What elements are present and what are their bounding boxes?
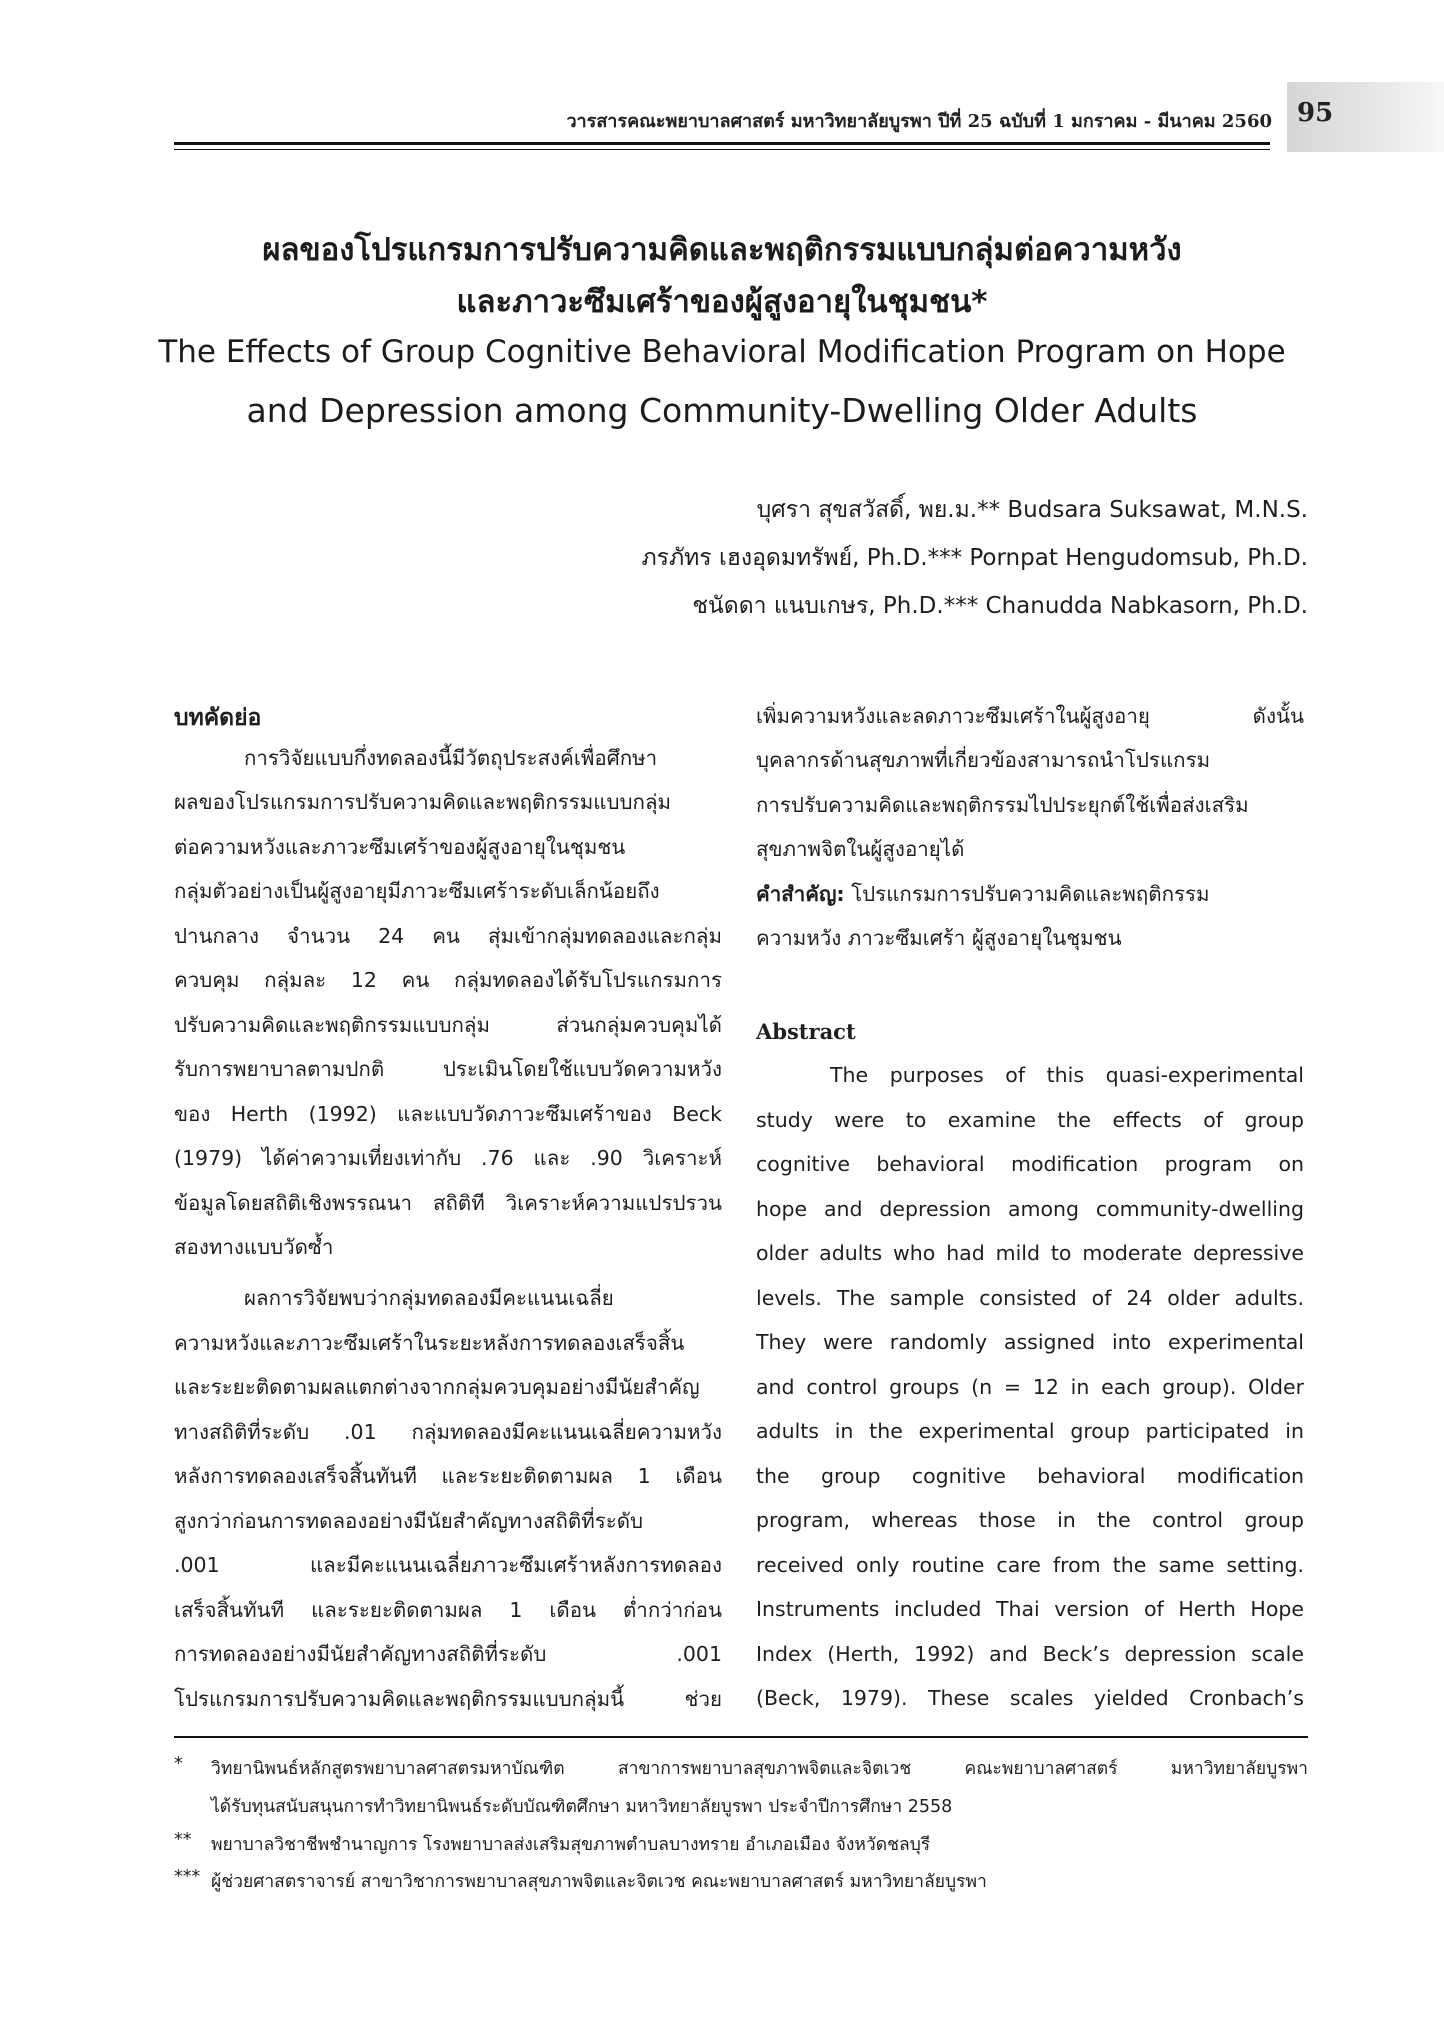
footnote-mark: ** <box>174 1830 192 1850</box>
abstract-en-line: They were randomly assigned into experimental <box>756 1330 1304 1354</box>
abstract-th-p2-line: และระยะติดตามผลแตกต่างจากกลุ่มควบคุมอย่างมีนัยสำคัญ <box>174 1375 700 1399</box>
abstract-th-p1-line: ปรับความคิดและพฤติกรรมแบบกลุ่ม ส่วนกลุ่มควบคุมได้ <box>174 1013 722 1037</box>
abstract-en-line: study were to examine the effects of group <box>756 1108 1304 1132</box>
title-thai-line-2: และภาวะซึมเศร้าของผู้สูงอายุในชุมชน* <box>456 284 988 320</box>
keywords-label: คำสำคัญ: <box>756 882 845 906</box>
abstract-en-line: hope and depression among community-dwelling <box>756 1197 1304 1221</box>
abstract-th-cont-line: สุขภาพจิตในผู้สูงอายุได้ <box>756 837 965 861</box>
header-rule-thick <box>174 142 1270 145</box>
title-english-line-2: and Depression among Community-Dwelling Older Adults <box>246 391 1198 430</box>
keywords-thai-line-2: ความหวัง ภาวะซึมเศร้า ผู้สูงอายุในชุมชน <box>756 926 1122 950</box>
footnote-text: วิทยานิพนธ์หลักสูตรพยาบาลศาสตรมหาบัณฑิต สาขาการพยาบาลสุขภาพจิตและจิตเวช คณะพยาบาลศาสตร์ มหาวิทยาลัยบูรพา <box>211 1759 1308 1779</box>
abstract-th-p1-line: (1979) ได้ค่าความเที่ยงเท่ากับ .76 และ .90 วิเคราะห์ <box>174 1146 722 1170</box>
abstract-th-p2-line: การทดลองอย่างมีนัยสำคัญทางสถิติที่ระดับ .001 <box>174 1642 722 1666</box>
page-number: 95 <box>1297 98 1334 128</box>
abstract-th-p1-line: ของ Herth (1992) และแบบวัดภาวะซึมเศร้าของ Beck <box>174 1102 722 1126</box>
abstract-en-line: (Beck, 1979). These scales yielded Cronbach’s <box>756 1686 1304 1710</box>
author-3: ชนัดดา แนบเกษร, Ph.D.*** Chanudda Nabkasorn, Ph.D. <box>692 593 1308 619</box>
footnote-text: ได้รับทุนสนับสนุนการทำวิทยานิพนธ์ระดับบัณฑิตศึกษา มหาวิทยาลัยบูรพา ประจำปีการศึกษา 2558 <box>211 1797 953 1817</box>
abstract-th-p2-line: ทางสถิติที่ระดับ .01 กลุ่มทดลองมีคะแนนเฉลี่ยความหวัง <box>174 1420 722 1444</box>
keywords-thai <box>756 878 1304 910</box>
abstract-th-p1-line: รับการพยาบาลตามปกติ ประเมินโดยใช้แบบวัดความหวัง <box>174 1057 722 1081</box>
thai-abstract-heading: บทคัดย่อ <box>174 705 262 731</box>
header-rule-thin <box>174 149 1270 150</box>
abstract-en-line: received only routine care from the same setting. <box>756 1553 1304 1577</box>
abstract-heading: Abstract <box>756 1019 856 1044</box>
abstract-en-line: Index (Herth, 1992) and Beck’s depression scale <box>756 1642 1304 1666</box>
title-english-line-1: The Effects of Group Cognitive Behavioral Modification Program on Hope <box>158 334 1286 370</box>
abstract-th-p2-line: เสร็จสิ้นทันที และระยะติดตามผล 1 เดือน ต่ำกว่าก่อน <box>174 1598 722 1622</box>
abstract-th-p2-line: หลังการทดลองเสร็จสิ้นทันที และระยะติดตามผล 1 เดือน <box>174 1464 722 1488</box>
abstract-en-line: adults in the experimental group participated in <box>756 1419 1304 1443</box>
journal-header: วารสารคณะพยาบาลศาสตร์ มหาวิทยาลัยบูรพา ปีที่ 25 ฉบับที่ 1 มกราคม - มีนาคม 2560 <box>566 111 1272 132</box>
abstract-th-p1-line: กลุ่มตัวอย่างเป็นผู้สูงอายุมีภาวะซึมเศร้าระดับเล็กน้อยถึง <box>174 879 660 903</box>
abstract-en-line-text: The purposes of this quasi-experimental <box>830 1063 1304 1087</box>
abstract-en-line: cognitive behavioral modification program on <box>756 1152 1304 1176</box>
footnote-mark: * <box>174 1754 183 1774</box>
abstract-th-p2-line: โปรแกรมการปรับความคิดและพฤติกรรมแบบกลุ่มนี้ ช่วย <box>174 1687 722 1711</box>
footnote-rule <box>174 1736 1308 1738</box>
abstract-th-p1-line: ข้อมูลโดยสถิติเชิงพรรณนา สถิติที วิเคราะห์ความแปรปรวน <box>174 1191 722 1215</box>
abstract-en-line: Instruments included Thai version of Herth Hope <box>756 1597 1304 1621</box>
abstract-th-cont-line: เพิ่มความหวังและลดภาวะซึมเศร้าในผู้สูงอายุ ดังนั้น <box>756 704 1304 728</box>
footnote-mark: *** <box>174 1867 201 1887</box>
footnote-text: ผู้ช่วยศาสตราจารย์ สาขาวิชาการพยาบาลสุขภาพจิตและจิตเวช คณะพยาบาลศาสตร์ มหาวิทยาลัยบูรพา <box>211 1872 987 1892</box>
abstract-th-p2-line: .001 และมีคะแนนเฉลี่ยภาวะซึมเศร้าหลังการทดลอง <box>174 1553 722 1577</box>
abstract-en-line: levels. The sample consisted of 24 older adults. <box>756 1286 1304 1310</box>
abstract-en-line: the group cognitive behavioral modification <box>756 1464 1304 1488</box>
abstract-th-cont-line: บุคลากรด้านสุขภาพที่เกี่ยวข้องสามารถนำโปรแกรม <box>756 748 1211 772</box>
footnote-text: พยาบาลวิชาชีพชำนาญการ โรงพยาบาลส่งเสริมสุขภาพตำบลบางทราย อำเภอเมือง จังหวัดชลบุรี <box>211 1835 931 1855</box>
keywords-text: โปรแกรมการปรับความคิดและพฤติกรรม <box>844 882 1210 906</box>
abstract-en-line <box>830 1059 1304 1091</box>
abstract-en-line: and control groups (n = 12 in each group). Older <box>756 1375 1304 1399</box>
abstract-th-p1-line: สองทางแบบวัดซ้ำ <box>174 1235 334 1259</box>
abstract-en-line: older adults who had mild to moderate depressive <box>756 1241 1304 1265</box>
abstract-th-p2-line: ผลการวิจัยพบว่ากลุ่มทดลองมีคะแนนเฉลี่ย <box>244 1286 614 1310</box>
abstract-th-p1-line: การวิจัยแบบกึ่งทดลองนี้มีวัตถุประสงค์เพื่อศึกษา <box>244 746 658 770</box>
author-1: บุศรา สุขสวัสดิ์, พย.ม.** Budsara Suksawat, M.N.S. <box>756 497 1308 523</box>
abstract-th-p1-line: ควบคุม กลุ่มละ 12 คน กลุ่มทดลองได้รับโปรแกรมการ <box>174 968 722 992</box>
author-2: ภรภัทร เฮงอุดมทรัพย์, Ph.D.*** Pornpat Hengudomsub, Ph.D. <box>641 545 1308 571</box>
abstract-en-line: program, whereas those in the control group <box>756 1508 1304 1532</box>
abstract-th-p1-line: ปานกลาง จำนวน 24 คน สุ่มเข้ากลุ่มทดลองและกลุ่ม <box>174 924 722 948</box>
abstract-th-p2-line: ความหวังและภาวะซึมเศร้าในระยะหลังการทดลองเสร็จสิ้น <box>174 1331 685 1355</box>
title-thai-line-1: ผลของโปรแกรมการปรับความคิดและพฤติกรรมแบบกลุ่มต่อความหวัง <box>262 232 1182 268</box>
abstract-th-p1-line: ต่อความหวังและภาวะซึมเศร้าของผู้สูงอายุในชุมชน <box>174 835 626 859</box>
abstract-th-cont-line: การปรับความคิดและพฤติกรรมไปประยุกต์ใช้เพื่อส่งเสริม <box>756 793 1249 817</box>
abstract-th-p2-line: สูงกว่าก่อนการทดลองอย่างมีนัยสำคัญทางสถิติที่ระดับ <box>174 1509 644 1533</box>
abstract-th-p1-line: ผลของโปรแกรมการปรับความคิดและพฤติกรรมแบบกลุ่ม <box>174 790 672 814</box>
